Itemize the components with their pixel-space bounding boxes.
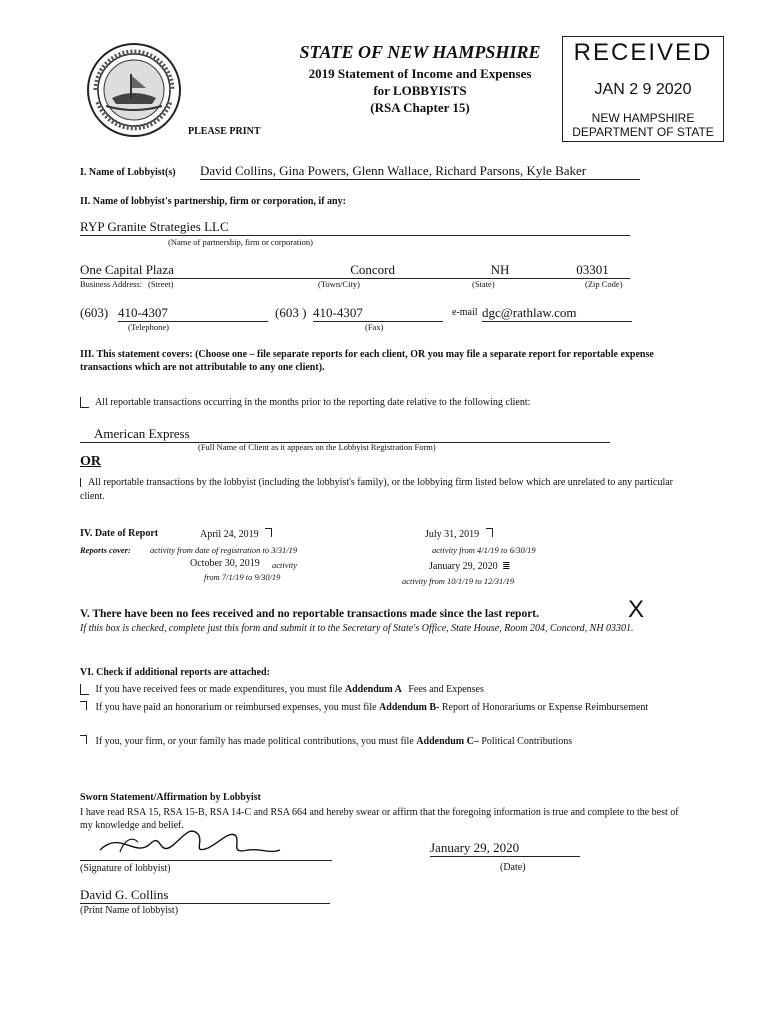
zip-caption: (Zip Code) [585,279,623,289]
stamp-received: RECEIVED [573,39,713,66]
no-fees-note: If this box is checked, complete just this form and submit it to the Secretary of State's Office, State House, Room 204, Concord, NH 03301. [80,623,634,634]
date-jul-caption: activity from 4/1/19 to 6/30/19 [432,545,536,555]
client-option-row [80,397,530,408]
date-jan-caption: activity from 10/1/19 to 12/31/19 [402,576,515,586]
addendum-a-tail: Fees and Expenses [408,684,484,695]
addendum-a-row [80,684,700,695]
addendum-c-text: If you, your firm, or your family has made political contributions, you must file [95,736,414,747]
addendum-a-checkbox[interactable] [80,684,89,695]
street-caption: (Street) [148,279,174,289]
addendum-b-row [80,701,680,714]
addendum-b-name: Addendum B- [379,702,440,713]
addendum-a-name: Addendum A [344,684,402,695]
client-option-checkbox[interactable] [80,397,89,408]
date-apr-caption: activity from date of registration to 3/31/19 [150,545,298,555]
addendum-b-tail: Report of Honorariums or Expense Reimbursement [441,702,649,713]
date-oct-caption-a: activity [272,560,298,570]
print-name-caption: (Print Name of lobbyist) [80,905,179,916]
fax-number: 410-4307 [313,305,443,322]
street: One Capital Plaza [80,262,280,279]
firm-caption: (Name of partnership, firm or corporation) [168,237,313,247]
addendum-b-text: If you have paid an honorarium or reimbursed expenses, you must file [95,702,377,713]
or-label: OR [80,454,101,469]
sworn-text: I have read RSA 15, RSA 15-B, RSA 14-C and RSA 664 and hereby swear or affirm that the foregoing information is true and complete to the best of my knowledge and belief. [80,807,679,831]
addendum-c-checkbox[interactable] [80,735,87,744]
date-of-report-label: IV. Date of Report [80,528,159,539]
date-apr-text: April 24, 2019 [200,529,259,540]
please-print-label: PLEASE PRINT [188,126,261,137]
client-option-text: All reportable transactions occurring in the months prior to the reporting date relative to the following client: [94,397,531,408]
phone-number: 410-4307 [118,305,268,322]
city-caption: (Town/City) [318,279,360,289]
no-fees-label: V. There have been no fees received and no reportable transactions made since the last report. [80,608,540,620]
form-title: STATE OF NEW HAMPSHIRE [299,42,541,62]
date-caption: (Date) [500,862,526,873]
stamp-date: JAN 2 9 2020 [594,81,692,98]
signature-line [80,860,332,861]
additional-reports-label: VI. Check if additional reports are attached: [80,667,270,678]
date-jan-checkbox[interactable]: ≣ [502,561,511,572]
addendum-c-name: Addendum C– [416,736,479,747]
signature-caption: (Signature of lobbyist) [80,863,171,874]
date-jan-text: January 29, 2020 [429,561,498,572]
lobbyist-signature [80,820,330,862]
stamp-line1: NEW HAMPSHIRE [591,111,695,125]
firm-name: RYP Granite Strategies LLC [80,219,630,236]
addendum-a-text: If you have received fees or made expenditures, you must file [95,684,343,695]
business-address-caption: Business Address: [80,279,143,289]
state: NH [445,262,555,279]
email-label: e-mail [452,307,478,318]
addendum-b-checkbox[interactable] [80,701,87,710]
sworn-title: Sworn Statement/Affirmation by Lobbyist [80,792,261,803]
fax-area: (603 ) [275,305,307,320]
form-subtitle-lobbyists: for LOBBYISTS [373,83,467,98]
zip: 03301 [555,262,630,279]
date-jul [425,528,493,540]
date-apr-checkbox[interactable] [265,528,272,537]
lobbyist-names: David Collins, Gina Powers, Glenn Wallace, Richard Parsons, Kyle Baker [200,163,640,180]
fax-caption: (Fax) [365,322,384,332]
date-apr [200,528,272,540]
firm-label: II. Name of lobbyist's partnership, firm or corporation, if any: [80,196,346,207]
reports-cover-label: Reports cover: [80,545,131,555]
coverage-label: III. This statement covers: (Choose one – file separate reports for each client, OR you may file a separate report for reportable expense transactions which are not attributable to any one client). [80,349,654,373]
form-subtitle-rsa: (RSA Chapter 15) [370,100,470,115]
date-oct-caption-b: from 7/1/19 to 9/30/19 [204,572,281,582]
unrelated-option-checkbox[interactable] [80,478,81,487]
client-caption: (Full Name of Client as it appears on the Lobbyist Registration Form) [198,442,436,452]
sworn-date: January 29, 2020 [430,840,580,857]
state-caption: (State) [472,279,495,289]
date-jan [429,561,511,572]
lobbyist-name-label: I. Name of Lobbyist(s) [80,167,176,178]
unrelated-option: All reportable transactions by the lobbyist (including the lobbyist's family), or the lobbying firm listed below which are unrelated to any particular client. [80,477,673,502]
date-jul-text: July 31, 2019 [425,529,480,540]
date-oct: October 30, 2019 [190,558,260,569]
email: dgc@rathlaw.com [482,305,632,322]
print-name: David G. Collins [80,887,330,904]
date-jul-checkbox[interactable] [486,528,493,537]
client-name: American Express [80,426,610,443]
state-seal [86,42,182,138]
addendum-c-row [80,735,700,747]
form-subtitle: 2019 Statement of Income and Expenses [308,66,532,81]
received-stamp [562,36,724,142]
stamp-line2: DEPARTMENT OF STATE [572,125,714,139]
city: Concord [280,262,445,279]
addendum-c-tail: Political Contributions [481,736,573,747]
no-fees-checkmark[interactable]: X [628,596,645,623]
phone-area: (603) [80,305,109,320]
phone-caption: (Telephone) [128,322,169,332]
